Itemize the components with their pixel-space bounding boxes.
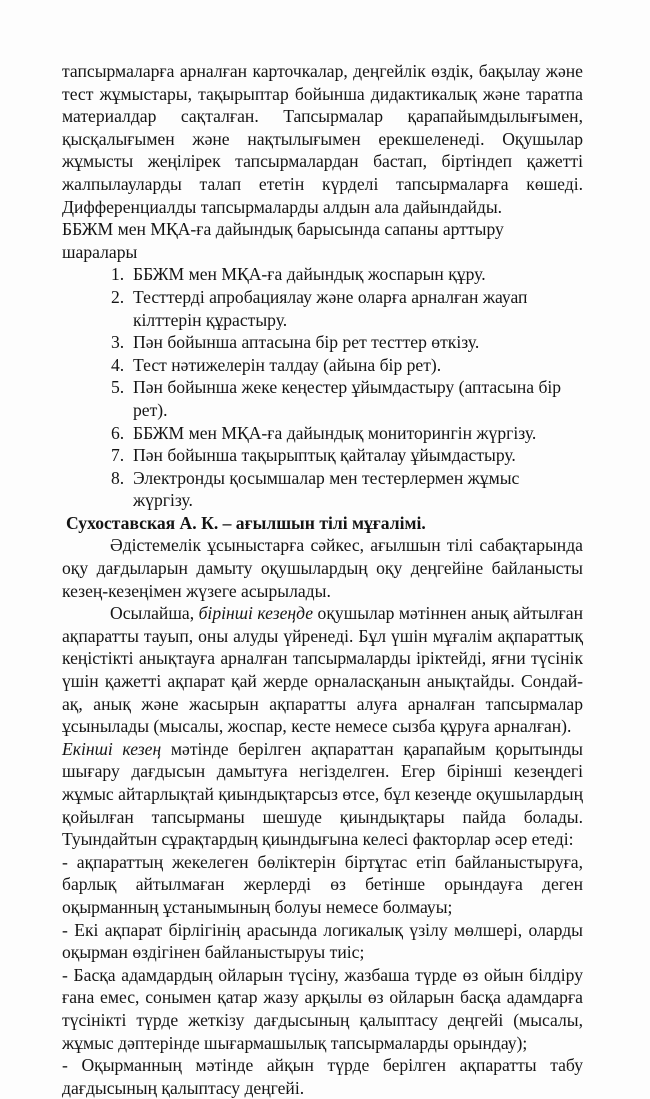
measure-number: 5. [111,377,125,398]
factor-item: - ақпараттың жекелеген бөліктерін біртұтас етіп байланыстыруға, барлық айтылмаған жерлерді өз бетінше орындауға деген оқырманның ұстанымының болуы немесе болмауы; [62,851,583,917]
measure-text: Тест нәтижелерін талдау (айына бір рет). [133,354,442,375]
stage-one-paragraph [62,602,583,738]
measure-item [111,444,583,467]
measures-title: ББЖМ мен МҚА-ға дайындық барысында сапаны арттыру шаралары [62,219,504,262]
measure-item [111,422,583,445]
factor-item: - Оқырманның мәтінде айқын түрде берілген ақпаратты табу дағдысының қалыптасу деңгейі. [62,1055,583,1098]
factor-item: - Екі ақпарат бірлігінің арасында логикалық үзілу мөлшері, оларды оқырман өздігінен байланыстыруы тиіс; [62,919,583,963]
measure-number: 2. [111,286,125,307]
factor-item: - Басқа адамдардың ойларын түсіну, жазбаша түрде өз ойын білдіру ғана емес, сонымен қатар жазу арқылы өз ойларын басқа адамдарға түсінікті түрде жеткізу дағдысының қалыптасу деңгейі (мысалы, жұмыс дәптерінде шығармашылық тапсырмаларды орындау); [62,964,583,1053]
stage-two-paragraph [62,738,583,851]
stage-one-term: бірінші кезеңде [198,603,314,624]
measure-text: Пән бойынша жеке кеңестер ұйымдастыру (аптасына бір рет). [133,377,562,420]
measures-list [62,263,583,512]
stage-two-term: Екінші кезең [62,738,162,759]
methodology-paragraph: Әдістемелік ұсыныстарға сәйкес, ағылшын тілі сабақтарында оқу дағдыларын дамыту оқушылардың оқу деңгейіне байланысты кезең-кезеңімен жүзеге асырылады. [62,535,583,601]
measure-text: ББЖМ мен МҚА-ға дайындық мониторингін жүргізу. [133,422,537,443]
author-heading: Сухоставская А. К. – ағылшын тілі мұғалімі. [66,512,426,533]
measure-number: 6. [111,422,125,443]
measure-number: 7. [111,445,125,466]
document-page [62,60,583,1099]
measure-item [111,376,583,421]
measure-number: 8. [111,467,125,488]
stage-two-body: мәтінде берілген ақпараттан қарапайым қорытынды шығару дағдысын дамытуға негізделген. Егер бірінші кезеңдегі жұмыс айтарлықтай қиындықтарсыз өтсе, бұл кезеңде оқушылардың қойылған тапсырманы шешуде қиындықтары пайда болады. Туындайтын сұрақтардың қиындығына келесі факторлар әсер етеді: [62,738,584,850]
measure-item [111,331,583,354]
measure-number: 4. [111,354,125,375]
measure-text: Тесттерді апробациялау және оларға арналған жауап кілттерін құрастыру. [133,286,528,330]
measure-item [111,263,583,286]
stage-one-body: оқушылар мәтіннен анық айтылған ақпаратты тауып, оны алуды үйренеді. Бұл үшін мұғалім ақпараттық кеңістікті анықтауға арналған тапсырмаларды іріктейді, яғни түсінік үшін қажетті ақпарат қай жерде орналасқанын анықтайды. Сондай-ақ, анық және жасырын ақпаратты алуға арналған тапсырмалар ұсынылады (мысалы, жоспар, кесте немесе сызба құруға арналған). [62,603,583,737]
measure-number: 3. [111,332,125,353]
measure-text: Пән бойынша аптасына бір рет тесттер өткізу. [133,332,480,353]
measure-text: Пән бойынша тақырыптық қайталау ұйымдастыру. [133,445,516,466]
intro-paragraph: тапсырмаларға арналған карточкалар, деңгейлік өздік, бақылау және тест жұмыстары, тақырыптар бойынша дидактикалық және таратпа материалдар сақталған. Тапсырмалар қарапайымдылығымен, қысқалығымен және нақтылығымен ерекшеленеді. Оқушылар жұмысты жеңілірек тапсырмалардан бастап, біртіндеп қажетті жалпылауларды талап ететін күрделі тапсырмаларға көшеді. Дифференциалды тапсырмаларды алдын ала дайындайды. [62,61,583,217]
measure-text: Электронды қосымшалар мен тестерлермен жұмыс жүргізу. [133,467,520,511]
measure-item [111,286,583,331]
measure-item [111,354,583,377]
measure-number: 1. [111,264,125,285]
stage-one-lead: Осылайша, [110,603,199,624]
measure-text: ББЖМ мен МҚА-ға дайындық жоспарын құру. [133,264,486,285]
measure-item [111,467,583,512]
